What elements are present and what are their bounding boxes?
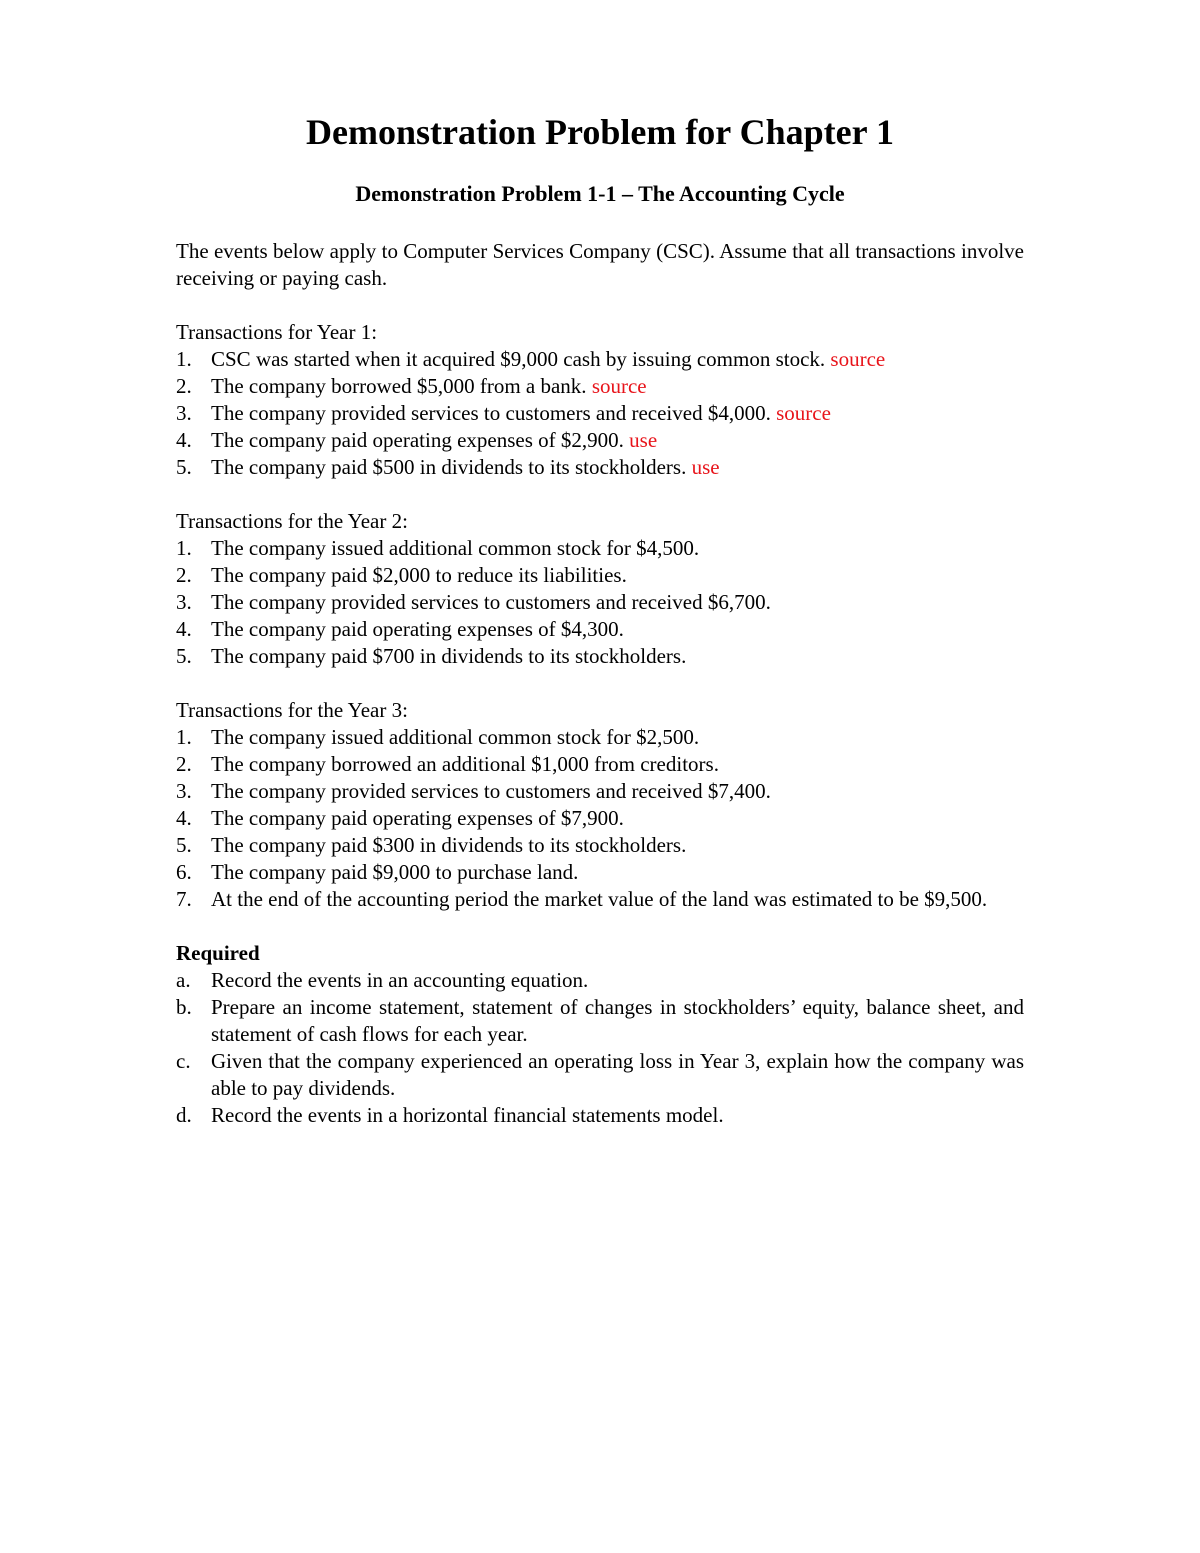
document-title: Demonstration Problem for Chapter 1 bbox=[306, 112, 894, 152]
item-text: Record the events in a horizontal financial statements model. bbox=[211, 1103, 724, 1127]
required-section bbox=[176, 940, 1024, 1129]
document-subtitle: Demonstration Problem 1-1 – The Accounting Cycle bbox=[355, 181, 845, 206]
list-marker: 6. bbox=[176, 860, 192, 884]
list-item bbox=[176, 1102, 1024, 1129]
list-marker: 3. bbox=[176, 779, 192, 803]
list-item bbox=[176, 859, 1024, 886]
list-marker: 2. bbox=[176, 374, 192, 398]
item-text: The company provided services to customers and received $6,700. bbox=[211, 590, 771, 614]
year1-list bbox=[176, 346, 1024, 481]
year2-heading: Transactions for the Year 2: bbox=[176, 509, 408, 533]
list-item bbox=[176, 454, 1024, 481]
list-marker: 1. bbox=[176, 536, 192, 560]
list-item bbox=[176, 805, 1024, 832]
list-marker: 5. bbox=[176, 455, 192, 479]
year2-list bbox=[176, 535, 1024, 670]
list-item bbox=[176, 616, 1024, 643]
list-item bbox=[176, 373, 1024, 400]
item-text: The company provided services to customers and received $4,000. bbox=[211, 401, 771, 425]
list-marker: a. bbox=[176, 968, 191, 992]
list-marker: 3. bbox=[176, 590, 192, 614]
list-marker: 5. bbox=[176, 644, 192, 668]
use-tag: use bbox=[691, 455, 720, 479]
list-item bbox=[176, 724, 1024, 751]
year3-section bbox=[176, 697, 1024, 913]
year1-heading: Transactions for Year 1: bbox=[176, 320, 378, 344]
list-item bbox=[176, 562, 1024, 589]
item-text: At the end of the accounting period the market value of the land was estimated to be $9,500. bbox=[211, 887, 988, 911]
list-marker: 4. bbox=[176, 428, 192, 452]
required-list bbox=[176, 967, 1024, 1129]
item-text: The company paid $9,000 to purchase land. bbox=[211, 860, 579, 884]
item-text: The company paid operating expenses of $2,900. bbox=[211, 428, 624, 452]
list-item bbox=[176, 886, 1024, 913]
list-marker: 2. bbox=[176, 563, 192, 587]
list-item bbox=[176, 994, 1024, 1048]
item-text: The company paid $300 in dividends to its stockholders. bbox=[211, 833, 687, 857]
list-marker: 4. bbox=[176, 617, 192, 641]
item-text: The company borrowed an additional $1,000 from creditors. bbox=[211, 752, 719, 776]
item-text: The company issued additional common stock for $4,500. bbox=[211, 536, 700, 560]
source-tag: source bbox=[776, 401, 831, 425]
item-text: The company paid operating expenses of $7,900. bbox=[211, 806, 624, 830]
document-page bbox=[176, 110, 1024, 1129]
list-item bbox=[176, 535, 1024, 562]
year3-heading: Transactions for the Year 3: bbox=[176, 698, 408, 722]
item-text: The company paid $700 in dividends to its stockholders. bbox=[211, 644, 687, 668]
list-item bbox=[176, 967, 1024, 994]
list-marker: 1. bbox=[176, 347, 192, 371]
list-item bbox=[176, 778, 1024, 805]
list-marker: 2. bbox=[176, 752, 192, 776]
item-text: The company paid operating expenses of $4,300. bbox=[211, 617, 624, 641]
required-heading: Required bbox=[176, 941, 260, 965]
list-item bbox=[176, 589, 1024, 616]
year2-section bbox=[176, 508, 1024, 670]
use-tag: use bbox=[629, 428, 658, 452]
item-text: Record the events in an accounting equation. bbox=[211, 968, 589, 992]
list-marker: b. bbox=[176, 995, 192, 1019]
item-text: CSC was started when it acquired $9,000 cash by issuing common stock. bbox=[211, 347, 826, 371]
year1-section bbox=[176, 319, 1024, 481]
list-item bbox=[176, 400, 1024, 427]
list-item bbox=[176, 427, 1024, 454]
list-marker: d. bbox=[176, 1103, 192, 1127]
list-item bbox=[176, 751, 1024, 778]
item-text: Prepare an income statement, statement of changes in stockholders’ equity, balance sheet, and statement of cash flows for each year. bbox=[211, 995, 1024, 1046]
list-marker: 5. bbox=[176, 833, 192, 857]
item-text: The company provided services to customers and received $7,400. bbox=[211, 779, 771, 803]
list-item bbox=[176, 346, 1024, 373]
list-marker: 1. bbox=[176, 725, 192, 749]
list-marker: 3. bbox=[176, 401, 192, 425]
item-text: The company paid $2,000 to reduce its liabilities. bbox=[211, 563, 627, 587]
item-text: Given that the company experienced an operating loss in Year 3, explain how the company was able to pay dividends. bbox=[211, 1049, 1024, 1100]
list-marker: c. bbox=[176, 1049, 191, 1073]
list-item bbox=[176, 832, 1024, 859]
source-tag: source bbox=[591, 374, 647, 398]
list-marker: 7. bbox=[176, 887, 192, 911]
item-text: The company borrowed $5,000 from a bank. bbox=[211, 374, 587, 398]
source-tag: source bbox=[830, 347, 886, 371]
list-item bbox=[176, 643, 1024, 670]
list-item bbox=[176, 1048, 1024, 1102]
item-text: The company paid $500 in dividends to its stockholders. bbox=[211, 455, 687, 479]
year3-list bbox=[176, 724, 1024, 913]
intro-paragraph: The events below apply to Computer Services Company (CSC). Assume that all transactions involve receiving or paying cash. bbox=[176, 239, 1024, 290]
list-marker: 4. bbox=[176, 806, 192, 830]
item-text: The company issued additional common stock for $2,500. bbox=[211, 725, 700, 749]
